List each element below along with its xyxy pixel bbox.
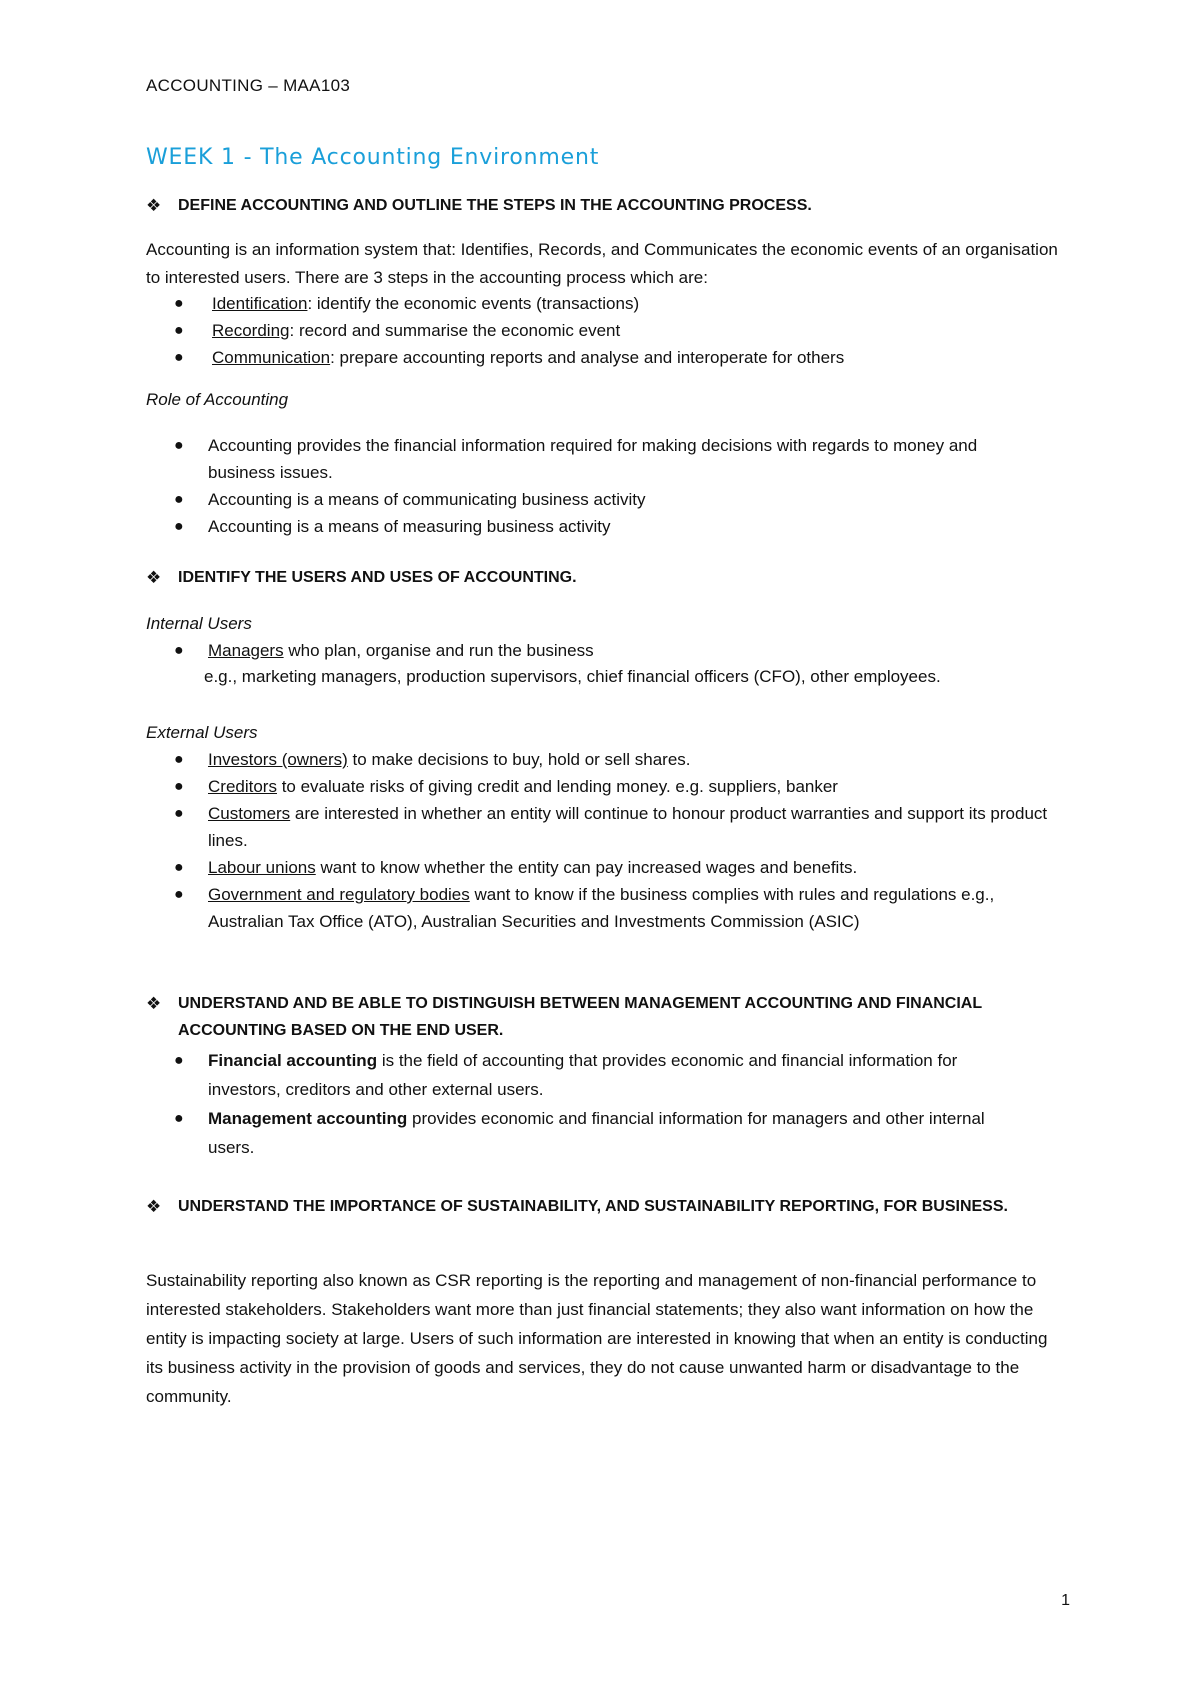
accounting-definition: Accounting is an information system that: Identifies, Records, and Communicates the economic events of an organisation to interested users. There are 3 steps in the accounting process which are:	[146, 240, 1058, 287]
bullet-icon: ●	[174, 491, 184, 508]
list-item: ● Financial accounting is the field of accounting that provides economic and financial information for investors, creditors and other external users.	[146, 1046, 1026, 1104]
bullet-icon: ●	[174, 1110, 184, 1127]
internal-users-heading: Internal Users	[146, 614, 252, 633]
bullet-icon: ●	[174, 859, 184, 876]
diamond-bullet-icon: ❖	[146, 994, 162, 1013]
list-item: ● Recording: record and summarise the economic event	[146, 317, 1066, 344]
diamond-bullet-icon: ❖	[146, 568, 162, 587]
bullet-icon: ●	[174, 886, 184, 903]
external-users-heading: External Users	[146, 723, 258, 742]
list-item: ● Accounting provides the financial information required for making decisions with regards to money and business issues.	[146, 432, 1046, 486]
diamond-bullet-icon: ❖	[146, 196, 162, 215]
bullet-icon: ●	[174, 518, 184, 535]
sustainability-paragraph: Sustainability reporting also known as CSR reporting is the reporting and management of non-financial performance to interested stakeholders. Stakeholders want more than just financial statements; they also want information on how the entity is impacting society at large. Users of such information are interested in knowing that when an entity is conducting its business activity in the provision of goods and services, they do not cause unwanted harm or disadvantage to the community.	[146, 1271, 1048, 1406]
accounting-types-list	[146, 1046, 1026, 1162]
list-item: ● Accounting is a means of communicating business activity	[146, 486, 1046, 513]
list-item: ● Creditors to evaluate risks of giving credit and lending money. e.g. suppliers, banker	[146, 773, 1066, 800]
week-title: WEEK 1 - The Accounting Environment	[146, 145, 600, 170]
internal-users-list	[146, 637, 1066, 664]
list-item: ● Communication: prepare accounting reports and analyse and interoperate for others	[146, 344, 1066, 371]
accounting-steps-list	[146, 290, 1066, 371]
list-item: ● Customers are interested in whether an entity will continue to honour product warranties and support its product lines.	[146, 800, 1066, 854]
list-item: ● Management accounting provides economic and financial information for managers and other internal users.	[146, 1104, 1026, 1162]
page-header: ACCOUNTING – MAA103	[146, 76, 351, 95]
role-list	[146, 432, 1046, 540]
section-1-heading: ❖ DEFINE ACCOUNTING AND OUTLINE THE STEPS IN THE ACCOUNTING PROCESS.	[146, 192, 1058, 221]
bullet-icon: ●	[174, 751, 184, 768]
bullet-icon: ●	[174, 437, 184, 454]
bullet-icon: ●	[174, 295, 184, 312]
role-heading: Role of Accounting	[146, 390, 289, 409]
bullet-icon: ●	[174, 642, 184, 659]
list-item: ● Accounting is a means of measuring business activity	[146, 513, 1046, 540]
diamond-bullet-icon: ❖	[146, 1197, 162, 1216]
section-4-heading: ❖ UNDERSTAND THE IMPORTANCE OF SUSTAINABILITY, AND SUSTAINABILITY REPORTING, FOR BUSINESS.	[146, 1192, 1058, 1223]
external-users-list	[146, 746, 1066, 935]
list-item: ● Investors (owners) to make decisions to buy, hold or sell shares.	[146, 746, 1066, 773]
list-item: ● Labour unions want to know whether the entity can pay increased wages and benefits.	[146, 854, 1066, 881]
list-item: ● Identification: identify the economic events (transactions)	[146, 290, 1066, 317]
list-item: ● Government and regulatory bodies want to know if the business complies with rules and regulations e.g., Australian Tax Office (ATO), Australian Securities and Investments Commission (ASIC)	[146, 881, 998, 935]
bullet-icon: ●	[174, 322, 184, 339]
section-3-heading: ❖ UNDERSTAND AND BE ABLE TO DISTINGUISH BETWEEN MANAGEMENT ACCOUNTING AND FINANCIAL ACCOUNTING BASED ON THE END USER.	[146, 990, 1058, 1044]
internal-users-example: e.g., marketing managers, production supervisors, chief financial officers (CFO), other employees.	[204, 667, 941, 686]
list-item: ● Managers who plan, organise and run the business	[146, 637, 1066, 664]
page-number: 1	[1061, 1592, 1070, 1609]
section-2-heading: ❖ IDENTIFY THE USERS AND USES OF ACCOUNTING.	[146, 564, 1058, 593]
bullet-icon: ●	[174, 1052, 184, 1069]
bullet-icon: ●	[174, 778, 184, 795]
bullet-icon: ●	[174, 349, 184, 366]
bullet-icon: ●	[174, 805, 184, 822]
